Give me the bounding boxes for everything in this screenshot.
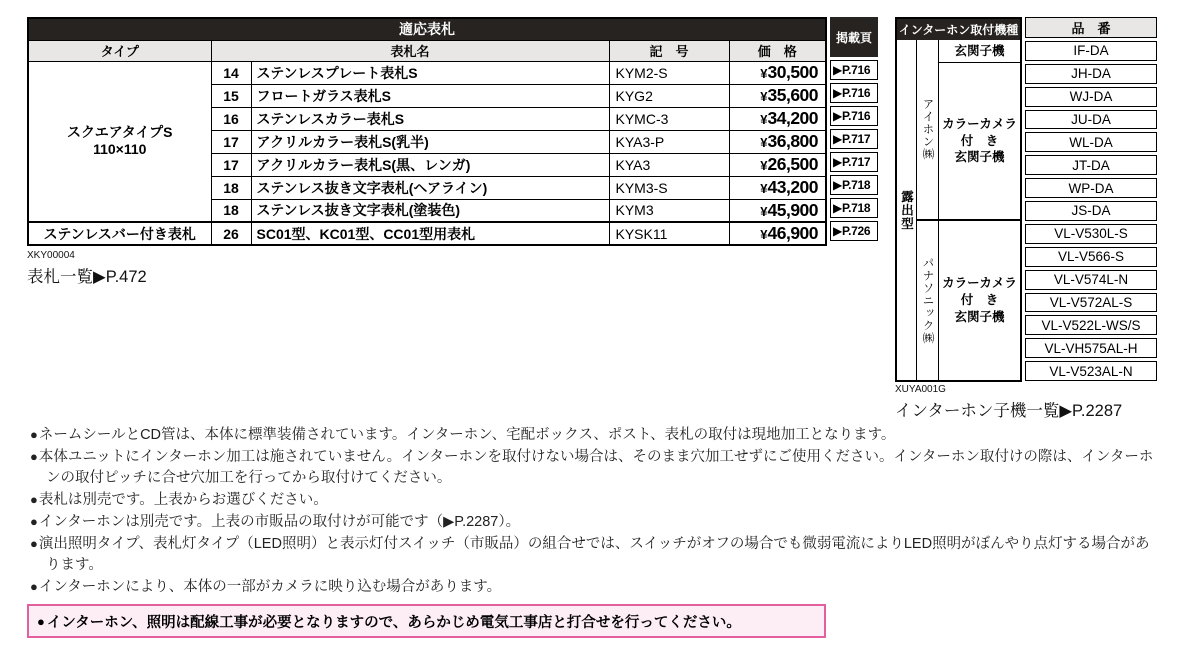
- nameplate-name: アクリルカラー表札S(乳半): [251, 130, 609, 153]
- bullet-icon: ●: [30, 579, 38, 594]
- table-header-row: [28, 40, 826, 61]
- maker-column: [917, 40, 939, 380]
- intercom-table-body: [897, 40, 1020, 380]
- price-value: 34,200: [767, 108, 819, 128]
- intercom-table-title: インターホン取付機種: [897, 19, 1020, 40]
- model-code: KYM3: [609, 199, 729, 222]
- price-cell: [729, 199, 826, 222]
- nameplate-name: フロートガラス表札S: [251, 84, 609, 107]
- part-number: WL-DA: [1025, 132, 1157, 152]
- price-cell: [729, 153, 826, 176]
- part-number-header: 品 番: [1025, 17, 1157, 38]
- model-code: KYG2: [609, 84, 729, 107]
- yen-sign: ¥: [760, 135, 768, 150]
- header-symbol: 記 号: [609, 40, 729, 61]
- header-price: 価 格: [729, 40, 826, 61]
- bullet-icon: ●: [30, 492, 38, 507]
- type-group-cell: [28, 61, 211, 222]
- nameplate-name: SC01型、KC01型、CC01型用表札: [251, 222, 609, 245]
- note-text: 表札は別売です。上表からお選びください。: [38, 492, 328, 508]
- part-number: VL-VH575AL-H: [1025, 338, 1157, 358]
- part-number: WJ-DA: [1025, 87, 1157, 107]
- ref-number: 26: [211, 222, 251, 245]
- page-ref: ▶P.718: [830, 198, 878, 218]
- nameplate-name: アクリルカラー表札S(黒、レンガ): [251, 153, 609, 176]
- table-row: [28, 61, 826, 84]
- page-ref: ▶P.717: [830, 152, 878, 172]
- bullet-icon: ●: [37, 613, 45, 629]
- part-number: VL-V530L-S: [1025, 224, 1157, 244]
- intercom-list-ref: インターホン子機一覧▶P.2287: [895, 402, 1123, 420]
- unit-kind-column: [939, 40, 1020, 380]
- nameplate-name: ステンレスカラー表札S: [251, 107, 609, 130]
- page-ref: ▶P.716: [830, 83, 878, 103]
- intercom-models-section: [895, 17, 1157, 382]
- page-ref: ▶P.718: [830, 175, 878, 195]
- ref-number: 16: [211, 107, 251, 130]
- part-number-list: [1025, 41, 1157, 381]
- part-number: JU-DA: [1025, 110, 1157, 130]
- part-number: VL-V572AL-S: [1025, 293, 1157, 313]
- warning-text: インターホン、照明は配線工事が必要となりますので、あらかじめ電気工事店と打合せを行ってください。: [46, 614, 741, 631]
- model-code: KYMC-3: [609, 107, 729, 130]
- model-code: KYSK11: [609, 222, 729, 245]
- bullet-icon: ●: [30, 427, 38, 442]
- price-value: 26,500: [767, 154, 819, 174]
- yen-sign: ¥: [760, 112, 768, 127]
- part-number: VL-V574L-N: [1025, 270, 1157, 290]
- table-row: [28, 222, 826, 245]
- mount-type-cell: 露出型: [897, 40, 917, 380]
- intercom-models-table: [895, 17, 1022, 382]
- page-ref: ▶P.726: [830, 221, 878, 241]
- yen-sign: ¥: [760, 158, 768, 173]
- nameplate-name: ステンレス抜き文字表札(ヘアライン): [251, 176, 609, 199]
- price-value: 36,800: [767, 131, 819, 151]
- page-ref: ▶P.716: [830, 60, 878, 80]
- part-number: JT-DA: [1025, 155, 1157, 175]
- notes-list: [30, 424, 1160, 598]
- note-item: [30, 576, 1160, 598]
- door-station-cell: 玄関子機: [939, 40, 1020, 63]
- type-group-name: スクエアタイプS: [67, 123, 173, 140]
- model-code: KYA3: [609, 153, 729, 176]
- price-value: 35,600: [767, 85, 819, 105]
- left-table-caption: [27, 250, 147, 287]
- nameplate-name: ステンレス抜き文字表札(塗装色): [251, 199, 609, 222]
- ref-number: 17: [211, 130, 251, 153]
- color-camera-door-station-cell: カラーカメラ 付 き 玄関子機: [939, 63, 1020, 221]
- ref-number: 15: [211, 84, 251, 107]
- yen-sign: ¥: [760, 66, 768, 81]
- yen-sign: ¥: [760, 89, 768, 104]
- model-code: KYM3-S: [609, 176, 729, 199]
- note-text: ネームシールとCD管は、本体に標準装備されています。インターホン、宅配ボックス、ポスト、表札の取付は現地加工となります。: [38, 427, 896, 443]
- product-code: XKY00004: [27, 250, 75, 261]
- warning-box: [27, 604, 826, 638]
- price-value: 46,900: [767, 223, 819, 243]
- note-text: インターホンにより、本体の一部がカメラに映り込む場合があります。: [38, 579, 502, 595]
- ref-number: 18: [211, 199, 251, 222]
- yen-sign: ¥: [760, 227, 768, 242]
- price-value: 43,200: [767, 177, 819, 197]
- bullet-icon: ●: [30, 449, 38, 464]
- price-cell: [729, 222, 826, 245]
- type-cell: ステンレスバー付き表札: [28, 222, 211, 245]
- model-code: KYM2-S: [609, 61, 729, 84]
- note-item: [30, 533, 1160, 576]
- applicable-nameplates-section: [27, 17, 878, 246]
- part-number-column: [1025, 17, 1157, 382]
- note-text: 本体ユニットにインターホン加工は施されていません。インターホンを取付けない場合は、そのまま穴加工せずにご使用ください。インターホン取付けの際は、インターホンの取付ピッチに合せ穴加工を行ってから取付けてください。: [38, 449, 1154, 486]
- note-text: インターホンは別売です。上表の市販品の取付けが可能です（▶P.2287）。: [38, 514, 521, 530]
- header-type: タイプ: [28, 40, 211, 61]
- price-value: 30,500: [767, 62, 819, 82]
- bullet-icon: ●: [30, 514, 38, 529]
- applicable-nameplates-table: [27, 17, 827, 246]
- color-camera-door-station-cell: カラーカメラ 付 き 玄関子機: [942, 276, 1017, 324]
- maker-panasonic-cell: パナソニック㈱: [921, 256, 934, 345]
- part-number: VL-V523AL-N: [1025, 361, 1157, 381]
- part-number: JH-DA: [1025, 64, 1157, 84]
- part-number: VL-V522L-WS/S: [1025, 315, 1157, 335]
- part-number: JS-DA: [1025, 201, 1157, 221]
- ref-number: 14: [211, 61, 251, 84]
- nameplate-list-ref: 表札一覧▶P.472: [27, 268, 147, 286]
- page-ref: ▶P.716: [830, 106, 878, 126]
- page-ref: ▶P.717: [830, 129, 878, 149]
- maker-aiphone-cell: アイホン㈱: [917, 40, 938, 221]
- note-item: [30, 446, 1160, 489]
- note-text: 演出照明タイプ、表札灯タイプ（LED照明）と表示灯付スイッチ（市販品）の組合せでは、スイッチがオフの場合でも微弱電流によりLED照明がぼんやり点灯する場合があります。: [38, 536, 1150, 573]
- price-cell: [729, 130, 826, 153]
- part-number: WP-DA: [1025, 178, 1157, 198]
- bullet-icon: ●: [30, 536, 38, 551]
- price-cell: [729, 61, 826, 84]
- model-code: KYA3-P: [609, 130, 729, 153]
- right-table-caption: [895, 384, 1122, 421]
- price-cell: [729, 176, 826, 199]
- nameplate-name: ステンレスプレート表札S: [251, 61, 609, 84]
- page-ref-list: [830, 60, 878, 241]
- yen-sign: ¥: [760, 181, 768, 196]
- note-item: [30, 424, 1160, 446]
- ref-number: 18: [211, 176, 251, 199]
- yen-sign: ¥: [760, 203, 768, 219]
- part-number: VL-V566-S: [1025, 247, 1157, 267]
- header-name: 表札名: [211, 40, 609, 61]
- table-title: 適応表札: [28, 18, 826, 40]
- note-item: [30, 511, 1160, 533]
- price-value: 45,900: [767, 199, 819, 220]
- price-cell: [729, 107, 826, 130]
- price-cell: [729, 84, 826, 107]
- page-column-header: 掲載頁: [830, 17, 878, 57]
- part-number: IF-DA: [1025, 41, 1157, 61]
- page-ref-column: [830, 17, 878, 246]
- type-group-size: 110×110: [93, 141, 147, 158]
- product-code: XUYA001G: [895, 384, 946, 395]
- table-title-row: [28, 18, 826, 40]
- ref-number: 17: [211, 153, 251, 176]
- note-item: [30, 489, 1160, 511]
